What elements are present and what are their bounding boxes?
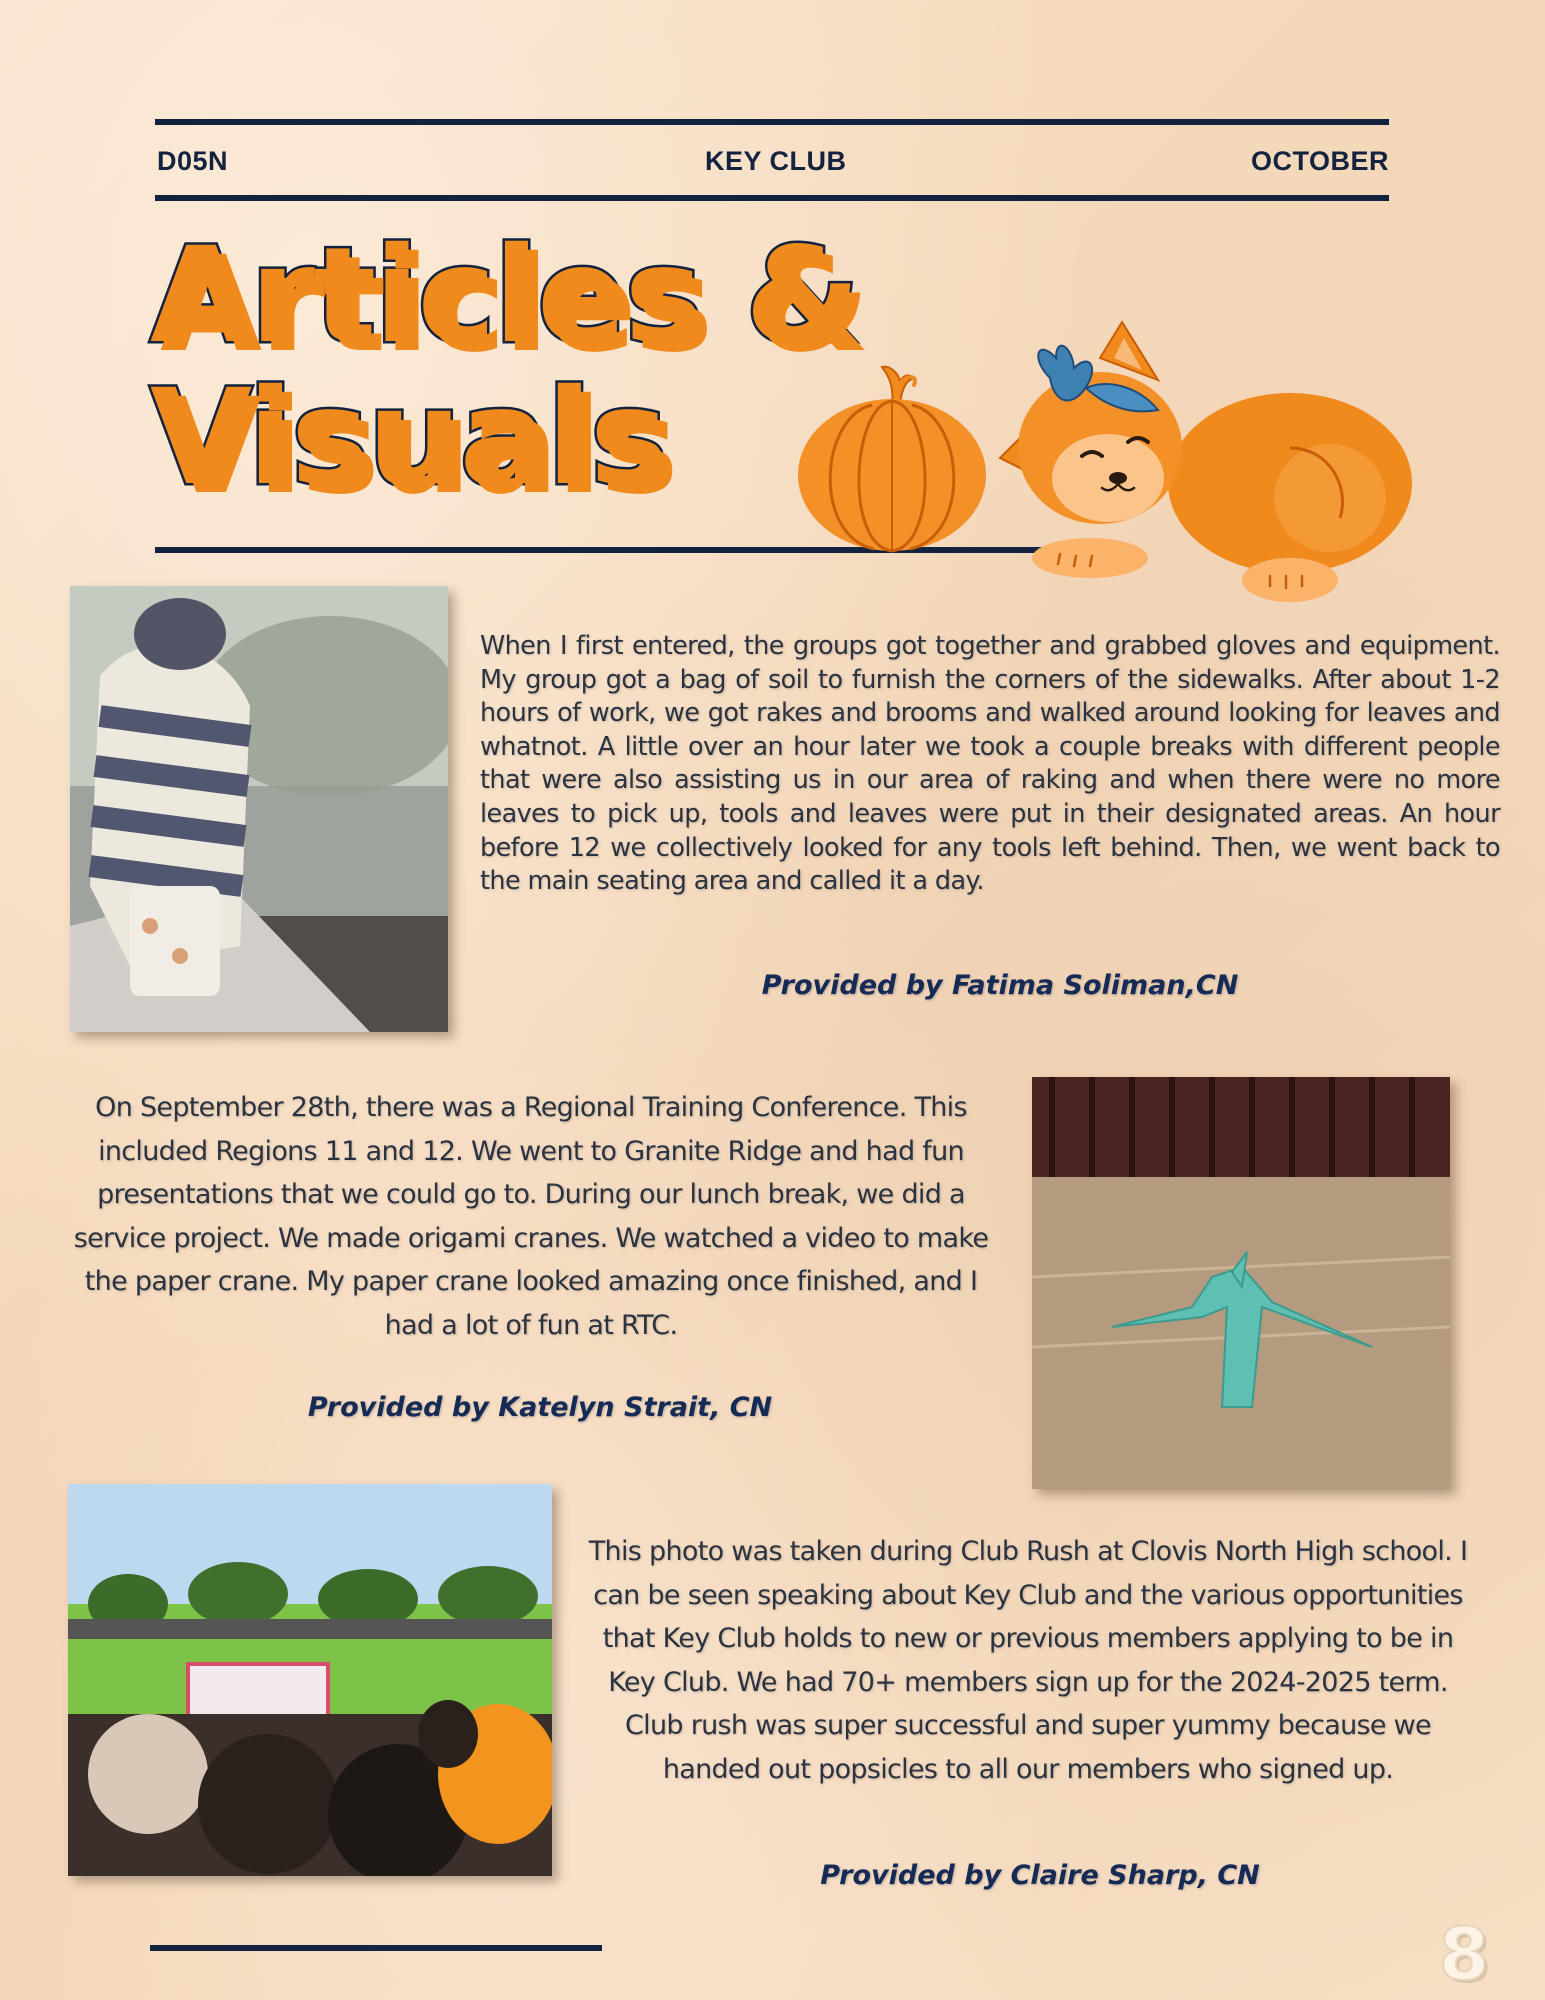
- page-title-line-1: Articles &: [150, 219, 859, 373]
- article-2-credit: Provided by Katelyn Strait, CN: [307, 1392, 773, 1423]
- article-3-credit: Provided by Claire Sharp, CN: [820, 1860, 1260, 1891]
- page-number: 8: [1438, 1912, 1489, 1996]
- article-1-photo: [70, 586, 448, 1032]
- article-3-text: This photo was taken during Club Rush at Clovis North High school. I can be seen speaking about Key Club and the various opportunities that Key Club holds to new or previous members applying to be in Key Club. We had 70+ members sign up for the 2024-2025 term. Club rush was super successful and super yummy because we handed out popsicles to all our members who signed up.: [588, 1536, 1468, 1785]
- pumpkin-illustration: [792, 355, 992, 555]
- article-2-text: On September 28th, there was a Regional Training Conference. This included Regions 11 and 12. We went to Granite Ridge and had fun presentations that we could go to. During our lunch break, we did a service project. We made origami cranes. We watched a video to make the paper crane. My paper crane looked amazing once finished, and I had a lot of fun at RTC.: [73, 1092, 989, 1341]
- article-2-photo: [1032, 1077, 1450, 1489]
- article-1-text: When I first entered, the groups got together and grabbed gloves and equipment. My group got a bag of soil to furnish the corners of the sidewalks. After about 1-2 hours of work, we got rakes and brooms and walked around looking for leaves and whatnot. A little over an hour later we took a couple breaks with different people that were also assisting us in our area of raking and when there were no more leaves to pick up, tools and leaves were put in their designated areas. An hour before 12 we collectively looked for any tools left behind. Then, we went back to the main seating area and called it a day.: [480, 631, 1500, 897]
- header-issue-code: D05N: [157, 146, 229, 176]
- header-top-rule: [155, 119, 1389, 125]
- header-club-name: KEY CLUB: [705, 146, 847, 176]
- page-title: [150, 219, 859, 515]
- header-month: OCTOBER: [1250, 146, 1389, 176]
- corgi-illustration: [990, 318, 1420, 608]
- header-bottom-rule: [155, 195, 1389, 201]
- article-3-photo: [68, 1484, 552, 1876]
- article-1-credit: Provided by Fatima Soliman,CN: [761, 970, 1239, 1001]
- page-title-line-2: Visuals: [150, 361, 667, 515]
- footer-rule: [150, 1945, 602, 1951]
